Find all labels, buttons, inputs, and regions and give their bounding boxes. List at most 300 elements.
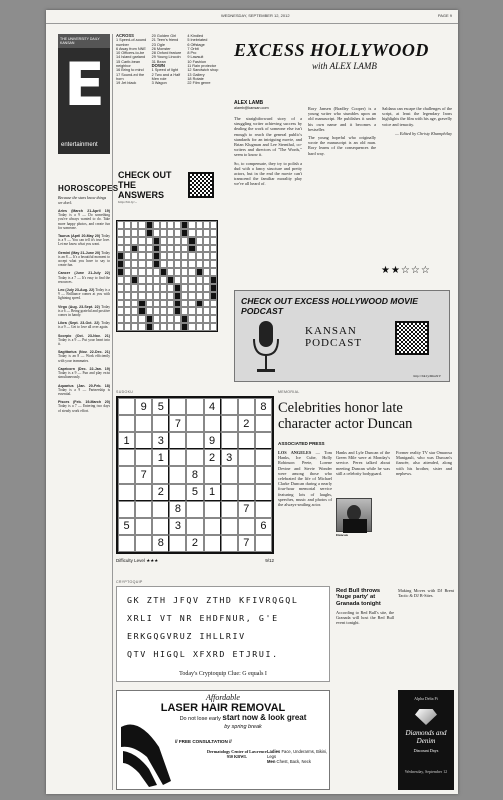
sudoku-cell: 9 <box>135 398 152 415</box>
excess-paragraph: So, to compensate, they try to polish a dud with a fancy structure and pretty actors, but in the end the movie can't transcend the familiar morality play we've all heard of. <box>234 160 302 187</box>
crossword-cell <box>153 284 160 292</box>
sudoku-cell: 7 <box>238 535 255 552</box>
sign-name: Capricorn (Dec. 22-Jan. 19) <box>58 366 110 371</box>
legs-silhouette-icon <box>119 717 173 787</box>
crossword-cell <box>196 292 203 300</box>
sudoku-cell <box>221 466 238 483</box>
crossword-cell <box>203 268 210 276</box>
clue: 26 Monster <box>151 46 171 51</box>
men-list: Chest, Back, Neck <box>276 759 311 764</box>
crossword-cell <box>188 252 195 260</box>
sudoku-cell: 5 <box>152 398 169 415</box>
ad-kicker: Affordable <box>206 693 240 702</box>
crossword-cell <box>196 260 203 268</box>
crossword-cell <box>117 237 124 245</box>
crossword-cell <box>203 229 210 237</box>
header-page: PAGE 9 <box>437 13 452 18</box>
crossword-cell <box>160 260 167 268</box>
clue: 21 Teen's friend <box>151 38 179 43</box>
crossword-cell <box>138 300 145 308</box>
cryptoquip-line: ERKGQGVRUZ IHLLRIV <box>127 631 246 641</box>
ad-line1: Do not lose early <box>179 716 221 722</box>
sudoku-cell <box>169 449 186 466</box>
horoscope-sign <box>58 288 110 301</box>
memorial-col-2 <box>336 450 390 496</box>
cryptoquip-line: QTV HIGQL XFXRD ETJRUI. <box>127 649 279 659</box>
horoscope-sign <box>58 234 110 247</box>
clue: 9 Lawsuit <box>187 55 204 60</box>
crossword-cell <box>138 245 145 253</box>
sudoku-cell <box>186 518 203 535</box>
sudoku-cell: 2 <box>186 535 203 552</box>
crossword-cell <box>167 292 174 300</box>
sudoku-cell <box>238 518 255 535</box>
crossword-cell <box>210 300 217 308</box>
crossword-cell <box>131 292 138 300</box>
crossword-cell <box>210 284 217 292</box>
crossword-cell <box>138 276 145 284</box>
sudoku-cell <box>221 432 238 449</box>
crossword-cell <box>203 276 210 284</box>
memorial-body: Former reality TV star Omarosa Manigault, who was Duncan's fiancée, also attended, along with his brother, sister and nephews. <box>396 450 452 476</box>
sudoku-cell <box>204 518 221 535</box>
crossword-cell <box>138 292 145 300</box>
crossword-cell <box>181 292 188 300</box>
sudoku-cell <box>255 449 272 466</box>
sudoku-cell <box>186 501 203 518</box>
horoscopes-section <box>58 184 119 413</box>
crossword-cell <box>210 229 217 237</box>
crossword-cell <box>188 292 195 300</box>
crossword-cell <box>117 300 124 308</box>
crossword-cell <box>181 268 188 276</box>
sign-name: Taurus (April 20-May 20) <box>58 234 101 239</box>
check-answers-url: http://bit.ly/... <box>118 200 138 204</box>
sign-name: Aries (March 21-April 19) <box>58 209 110 213</box>
podcast-brand: KANSAN PODCAST <box>305 325 363 349</box>
crossword-cell <box>203 221 210 229</box>
sign-text: Today is an 8 — Work efficiently with your teammates. <box>58 354 110 363</box>
clue: 6 Offstage <box>187 42 205 47</box>
crossword-cell <box>124 221 131 229</box>
cryptoquip-box <box>116 586 330 682</box>
sudoku-cell <box>255 432 272 449</box>
crossword-cell <box>174 252 181 260</box>
podcast-ad[interactable] <box>234 290 450 382</box>
clue: 3 Wagon <box>151 81 167 86</box>
clue: 23 Ogle <box>151 42 165 47</box>
crossword-cell <box>124 300 131 308</box>
horoscope-sign <box>58 251 110 268</box>
crossword-cell <box>210 268 217 276</box>
crossword-cell <box>196 252 203 260</box>
crossword-cell <box>196 307 203 315</box>
crossword-cell <box>160 252 167 260</box>
ad-title: LASER HAIR REMOVAL <box>160 702 286 714</box>
clue: 16 Bring to mind <box>116 68 144 73</box>
crossword-cell <box>181 229 188 237</box>
crossword-cell <box>167 229 174 237</box>
sudoku-cell: 3 <box>221 449 238 466</box>
sudoku-cell <box>135 484 152 501</box>
sudoku-cell: 5 <box>186 484 203 501</box>
newspaper-page <box>46 10 458 794</box>
crossword-cell <box>167 284 174 292</box>
crossword-cell <box>188 307 195 315</box>
memorial-label: MEMORIAL <box>278 390 300 394</box>
crossword-cell <box>188 276 195 284</box>
crossword-cell <box>196 323 203 331</box>
sudoku-cell <box>169 484 186 501</box>
sudoku-cell <box>255 501 272 518</box>
crossword-cell <box>203 237 210 245</box>
crossword-cell <box>181 221 188 229</box>
difficulty-label: Difficulty Level <box>116 558 145 563</box>
crossword-cell <box>196 315 203 323</box>
crossword-cell <box>181 307 188 315</box>
sign-name: Sagittarius (Nov. 22-Dec. 21) <box>58 350 110 355</box>
crossword-cell <box>117 221 124 229</box>
crossword-cell <box>167 260 174 268</box>
sudoku-cell <box>221 518 238 535</box>
crossword-cell <box>188 229 195 237</box>
sudoku-cell <box>238 398 255 415</box>
sudoku-cell: 4 <box>204 398 221 415</box>
memorial-headline: Celebrities honor late character actor Duncan <box>278 400 413 432</box>
sudoku-cell: 2 <box>204 449 221 466</box>
sign-name: Scorpio (Oct. 23-Nov. 21) <box>58 333 110 338</box>
sign-text: Today is a 9 — Fun and play exist simultaneously. <box>58 371 110 380</box>
crossword-cell <box>138 315 145 323</box>
clue: 1 Speed-of-sound number <box>116 38 147 47</box>
crossword-cell <box>174 307 181 315</box>
crossword-cell <box>124 268 131 276</box>
crossword-cell <box>181 315 188 323</box>
crossword-cell <box>203 252 210 260</box>
crossword-cell <box>153 276 160 284</box>
crossword-cell <box>138 307 145 315</box>
crossword-cell <box>174 315 181 323</box>
excess-paragraph: Saldana can escape the challenges of the script, at least the legendary Irons highlights the film with his age, gravelly voice and tenacity. <box>382 106 452 127</box>
sign-text: Today is a 9 — Brilliance comes at you with lightning speed. <box>58 288 110 301</box>
crossword-cell <box>138 323 145 331</box>
clue: 5 Inebriated <box>187 38 208 43</box>
clue: 14 Island garland <box>116 55 146 60</box>
sudoku-cell: 9 <box>204 432 221 449</box>
crossword-grid <box>116 220 218 332</box>
crossword-cell <box>196 276 203 284</box>
laser-hair-ad[interactable] <box>116 690 330 790</box>
crossword-cell <box>153 307 160 315</box>
sudoku-cell <box>135 501 152 518</box>
ladies-heading: Ladies <box>267 749 281 754</box>
redbull-col-1 <box>336 610 394 784</box>
memorial-body: Hanks and Lyle Duncan of the Green Mile were at Monday's service. Perez talked about meeting Duncan while he was still a celebrity bodyguard. <box>336 450 390 476</box>
sudoku-cell <box>238 466 255 483</box>
column-divider <box>112 34 113 790</box>
crossword-cell <box>117 252 124 260</box>
crossword-cell <box>167 237 174 245</box>
sudoku-cell <box>186 432 203 449</box>
crossword-cell <box>174 300 181 308</box>
crossword-cell <box>146 245 153 253</box>
crossword-cell <box>160 323 167 331</box>
sudoku-footer <box>116 558 274 564</box>
crossword-cell <box>181 323 188 331</box>
crossword-cell <box>181 300 188 308</box>
crossword-cell <box>196 245 203 253</box>
crossword-cell <box>138 268 145 276</box>
across-title: ACROSS <box>116 34 134 38</box>
crossword-cell <box>138 284 145 292</box>
sign-text: Today is a 9 — Partnership is essential. <box>58 387 110 396</box>
crossword-cell <box>117 268 124 276</box>
sign-text: Today is a 9 — Put your heart into it. <box>58 337 110 347</box>
men-heading: Men <box>267 759 276 764</box>
crossword-cell <box>160 300 167 308</box>
crossword-cell <box>160 221 167 229</box>
sudoku-cell <box>135 449 152 466</box>
crossword-cell <box>167 276 174 284</box>
crossword-cell <box>131 315 138 323</box>
cryptoquip-clue: Today's Cryptoquip Clue: G equals I <box>179 671 267 677</box>
microphone-icon <box>249 319 283 377</box>
sudoku-date: 9/12 <box>265 558 274 563</box>
crossword-cell <box>160 245 167 253</box>
crossword-cell <box>124 229 131 237</box>
sudoku-cell <box>118 466 135 483</box>
crossword-cell <box>181 237 188 245</box>
clue: 12 Sandwich shop <box>187 68 219 73</box>
crossword-cell <box>188 323 195 331</box>
crossword-cell <box>146 268 153 276</box>
crossword-cell <box>124 245 131 253</box>
horoscope-sign <box>58 350 110 363</box>
crossword-cell <box>196 268 203 276</box>
sign-text: Today is a 9 — Do something you've always wanted to do. Take more happy photos, and create fun for someone. <box>58 213 110 230</box>
sign-text: Today is a 7 — It's easy to find the resources. <box>58 275 110 284</box>
crossword-cell <box>124 292 131 300</box>
sudoku-cell <box>118 484 135 501</box>
crossword-cell <box>174 268 181 276</box>
horoscope-sign <box>58 321 110 329</box>
crossword-cell <box>160 307 167 315</box>
crossword-cell <box>124 237 131 245</box>
crossword-cell <box>117 307 124 315</box>
clinic-phone[interactable]: 930 KBWL <box>226 754 248 759</box>
sudoku-cell <box>169 432 186 449</box>
crossword-cell <box>210 221 217 229</box>
crossword-cell <box>160 284 167 292</box>
crossword-cell <box>174 237 181 245</box>
crossword-cell <box>174 245 181 253</box>
sign-text: Today is a 7 — Entering two days of steady work effort. <box>58 404 110 413</box>
memorial-col-1: LOS ANGELES — Tom Hanks, Ice Cube, Holly Robinson Peete, Lorene Devine and Stevie Wonder were among those who celebrated the life of Michael Clarke Duncan during a nearly four-hour memorial service featuring lots of laughs, speeches, music and photos of the always-smiling actor. <box>278 450 332 508</box>
sudoku-cell <box>169 398 186 415</box>
horoscope-sign <box>58 271 110 284</box>
crossword-cell <box>146 276 153 284</box>
photo-caption: Duncan <box>336 533 348 537</box>
service-list <box>267 749 329 764</box>
clue: 1 Speed of light <box>151 68 179 73</box>
crossword-cell <box>131 284 138 292</box>
crossword-cell <box>160 276 167 284</box>
check-answers-box <box>118 170 220 216</box>
redbull-body: According to Red Bull's site, the Granada will host the Red Bull event tonight. <box>336 610 394 626</box>
horoscope-sign <box>58 367 110 380</box>
crossword-cell <box>124 260 131 268</box>
sudoku-cell: 8 <box>186 466 203 483</box>
clue: 22 Film genre <box>187 81 211 86</box>
sudoku-cell: 2 <box>238 415 255 432</box>
excess-paragraph: The young hopeful who originally wrote the manuscript is an old man. Rory learns of the consequences the hard way. <box>308 135 376 156</box>
crossword-cell <box>131 237 138 245</box>
excess-paragraph: Rory Jansen (Bradley Cooper) is a young writer who stumbles upon an old manuscript. He publishes it under his own name and it becomes a bestseller. <box>308 106 376 132</box>
crossword-cell <box>138 237 145 245</box>
crossword-cell <box>174 260 181 268</box>
crossword-cell <box>203 284 210 292</box>
crossword-cell <box>117 276 124 284</box>
sudoku-cell: 3 <box>169 518 186 535</box>
podcast-title: CHECK OUT EXCESS HOLLYWOOD MOVIE PODCAST <box>241 296 418 316</box>
crossword-cell <box>138 229 145 237</box>
ad-title: Diamonds and Denim <box>405 729 447 745</box>
crossword-cell <box>167 300 174 308</box>
crossword-cell <box>203 315 210 323</box>
horoscope-sign <box>58 384 110 397</box>
horoscope-sign <box>58 305 110 318</box>
ad-subtitle: Discount Days <box>413 748 439 753</box>
sudoku-cell <box>221 415 238 432</box>
crossword-cell <box>188 300 195 308</box>
sign-name: Gemini (May 21-June 20) <box>58 250 101 255</box>
crossword-cell <box>203 260 210 268</box>
sudoku-cell <box>186 415 203 432</box>
excess-paragraph: The straightforward story of a struggling writer achieving success by dealing the work of someone else isn't enough to reach the general public's standards for an intriguing movie, and Brian Klugman and Lee Sternthal, co-writers and directors of "The Words," seem to know it. <box>234 116 302 158</box>
sudoku-cell <box>255 484 272 501</box>
crossword-cell <box>138 221 145 229</box>
crossword-cell <box>174 229 181 237</box>
byline-email[interactable]: alamb@kansan.com <box>234 106 269 110</box>
excess-col-3 <box>382 106 452 246</box>
check-answers-title: CHECK OUT THE ANSWERS <box>118 170 172 200</box>
crossword-cell <box>196 237 203 245</box>
clue: 10 Fashion <box>187 59 207 64</box>
duncan-photo <box>336 498 372 532</box>
sudoku-cell <box>169 535 186 552</box>
crossword-cell <box>146 284 153 292</box>
excess-col-2 <box>308 106 376 286</box>
crossword-cell <box>124 315 131 323</box>
crossword-cell <box>203 292 210 300</box>
crossword-cell <box>181 245 188 253</box>
sudoku-cell <box>118 415 135 432</box>
clue: 6 Away from NNE <box>116 46 146 51</box>
sign-name: Cancer (June 21-July 22) <box>58 271 110 276</box>
sudoku-cell <box>186 449 203 466</box>
clue: 31 Bean <box>151 59 166 64</box>
sudoku-cell <box>204 535 221 552</box>
sudoku-cell: 8 <box>255 398 272 415</box>
crossword-cell <box>203 307 210 315</box>
cryptoquip-label: CRYPTOQUIP <box>116 580 143 584</box>
sudoku-cell <box>152 501 169 518</box>
clue: 18 Rotate <box>187 76 204 81</box>
sudoku-cell: 7 <box>169 415 186 432</box>
crossword-cell <box>167 268 174 276</box>
sign-text: Today is a 9 — You can tell it's true love. Let me know what you want. <box>58 234 110 247</box>
crossword-cell <box>153 300 160 308</box>
crossword-cell <box>117 229 124 237</box>
crossword-cell <box>124 307 131 315</box>
crossword-cell <box>153 229 160 237</box>
crossword-cell <box>153 252 160 260</box>
crossword-cell <box>188 268 195 276</box>
crossword-cell <box>117 315 124 323</box>
sudoku-cell <box>169 466 186 483</box>
crossword-cell <box>203 245 210 253</box>
excess-with: with ALEX LAMB <box>312 61 377 71</box>
masthead-letter: E <box>64 50 105 120</box>
ad-org: Alpha Delta Pi <box>414 696 438 701</box>
podcast-url[interactable]: http://bit.ly/RhuXV <box>413 374 441 378</box>
crossword-cell <box>146 229 153 237</box>
crossword-cell <box>131 221 138 229</box>
crossword-cell <box>181 252 188 260</box>
crossword-cell <box>196 300 203 308</box>
crossword-cell <box>124 323 131 331</box>
qr-code-icon[interactable] <box>188 172 214 198</box>
crossword-cell <box>210 276 217 284</box>
crossword-cell <box>138 252 145 260</box>
crossword-cell <box>174 323 181 331</box>
sudoku-cell <box>135 535 152 552</box>
crossword-cell <box>153 260 160 268</box>
crossword-cell <box>174 276 181 284</box>
clinic-name: Dermatology Center of Lawrence <box>207 749 267 754</box>
crossword-cell <box>196 284 203 292</box>
sudoku-cell <box>118 449 135 466</box>
sign-text: Today is an 8 — It's a beautiful moment to accept what you have to say to create fun. <box>58 250 110 268</box>
crossword-cell <box>188 237 195 245</box>
sudoku-cell: 5 <box>118 518 135 535</box>
sudoku-cell <box>204 501 221 518</box>
free-consultation: // FREE CONSULTATION // <box>175 739 232 744</box>
diamonds-denim-ad[interactable] <box>398 690 454 790</box>
sign-name: Pisces (Feb. 19-March 20) <box>58 400 110 405</box>
crossword-cell <box>146 323 153 331</box>
crossword-cell <box>117 260 124 268</box>
crossword-cell <box>196 229 203 237</box>
sudoku-cell: 8 <box>152 535 169 552</box>
sudoku-cell <box>221 398 238 415</box>
ad-line2: start now & look great <box>222 713 307 722</box>
sudoku-grid <box>116 396 274 554</box>
crossword-cell <box>131 252 138 260</box>
clue: 10 Officers-to-be <box>116 51 145 56</box>
crossword-cell <box>146 315 153 323</box>
memorial-dateline: LOS ANGELES <box>278 450 312 455</box>
crossword-cell <box>131 323 138 331</box>
crossword-cell <box>160 229 167 237</box>
sudoku-cell: 1 <box>118 432 135 449</box>
crossword-cell <box>210 307 217 315</box>
qr-code-icon[interactable] <box>395 321 429 355</box>
sudoku-cell <box>152 518 169 535</box>
clue: 8 Pro <box>187 51 197 56</box>
crossword-cell <box>210 315 217 323</box>
sudoku-cell: 1 <box>204 484 221 501</box>
